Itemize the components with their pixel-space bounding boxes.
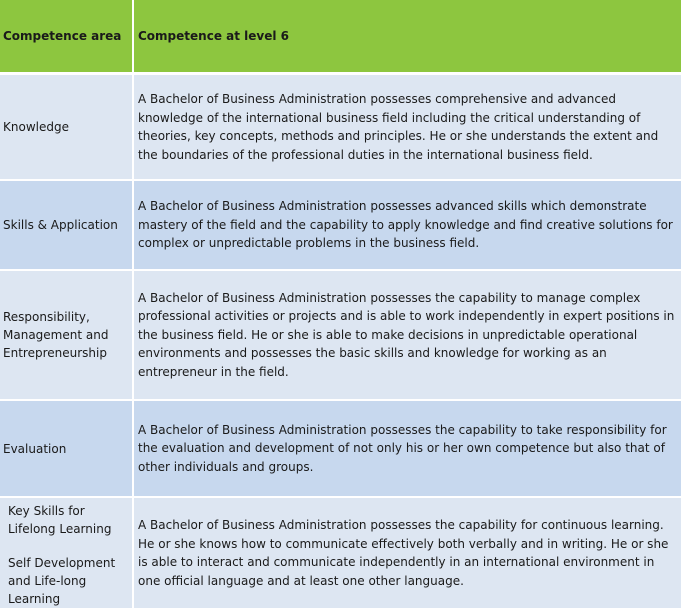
competence-area-cell bbox=[0, 498, 134, 608]
competence-area-cell: Evaluation bbox=[0, 401, 134, 496]
competence-description-cell: A Bachelor of Business Administration possesses the capability to take responsibility for the evaluation and development of not only his or her own competence but also that of other individuals and groups. bbox=[138, 422, 667, 474]
competence-description-cell: A Bachelor of Business Administration possesses advanced skills which demonstrate mastery of the field and the capability to apply knowledge and find creative solutions for complex or unpredictable problems in the business field. bbox=[138, 199, 673, 251]
table-row-knowledge bbox=[0, 75, 681, 179]
competence-area-cell: Responsibility, Management and Entrepreneurship bbox=[0, 271, 134, 399]
competence-area-line: Self Development and Life-long Learning bbox=[8, 556, 116, 606]
competence-description-cell: A Bachelor of Business Administration possesses the capability for continuous learning. He or she knows how to communicate effectively both verbally and in writing. He or she is able to interact and communicate independently in an international environment in one official language and at least one other language. bbox=[138, 518, 669, 588]
competence-area-cell: Knowledge bbox=[0, 75, 134, 179]
table-row-skills bbox=[0, 181, 681, 269]
table-row-key-skills bbox=[0, 498, 681, 608]
header-competence-level: Competence at level 6 bbox=[138, 29, 289, 43]
competence-description-cell: A Bachelor of Business Administration possesses the capability to manage complex professional activities or projects and is able to work independently in expert positions in the business field. He or she is able to make decisions in unpredictable operational environments and possesses the basic skills and knowledge for working as an entrepreneur in the field. bbox=[138, 290, 675, 379]
header-competence-area: Competence area bbox=[0, 0, 134, 72]
table-header-row bbox=[0, 0, 681, 72]
competence-area-cell: Skills & Application bbox=[0, 181, 134, 269]
table-row-evaluation bbox=[0, 401, 681, 496]
competence-area-line: Key Skills for Lifelong Learning bbox=[8, 504, 112, 536]
table-row-responsibility bbox=[0, 271, 681, 399]
competence-description-cell: A Bachelor of Business Administration possesses comprehensive and advanced knowledge of the international business field including the critical understanding of theories, key concepts, methods and principles. He or she understands the extent and the boundaries of the professional duties in the international business field. bbox=[138, 92, 659, 162]
